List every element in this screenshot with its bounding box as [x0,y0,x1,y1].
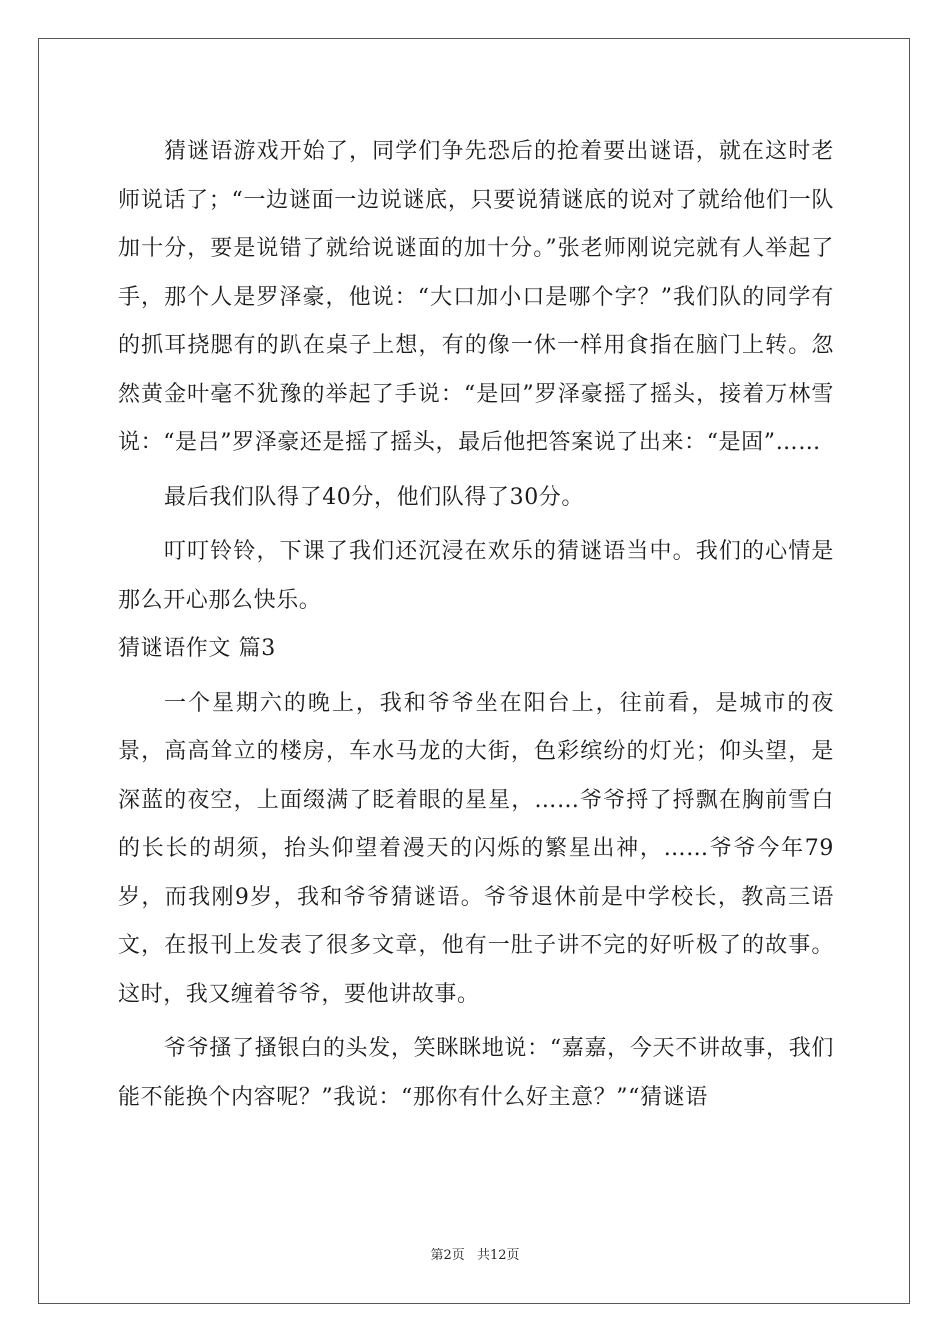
document-body [118,128,834,1122]
page-footer [0,1244,950,1263]
paragraph-5: 爷爷搔了搔银白的头发，笑眯眯地说：“嘉嘉，今天不讲故事，我们能不能换个内容呢？”我说：“那你有什么好主意？”“猜谜语 [118,1036,834,1110]
page-number: 第2页 [430,1248,465,1263]
page-total: 共12页 [476,1248,520,1263]
paragraph-3: 叮叮铃铃，下课了我们还沉浸在欢乐的猜谜语当中。我们的心情是那么开心那么快乐。 [118,539,834,613]
paragraph-4: 一个星期六的晚上，我和爷爷坐在阳台上，往前看，是城市的夜景，高高耸立的楼房，车水马龙的大街，色彩缤纷的灯光；仰头望，是深蓝的夜空，上面缀满了眨着眼的星星，……爷爷捋了捋飘在胸前雪白的长长的胡须，抬头仰望着漫天的闪烁的繁星出神，……爷爷今年79岁，而我刚9岁，我和爷爷猜谜语。爷爷退休前是中学校长，教高三语文，在报刊上发表了很多文章，他有一肚子讲不完的好听极了的故事。这时，我又缠着爷爷，要他讲故事。 [118,690,834,1007]
paragraph-2: 最后我们队得了40分，他们队得了30分。 [164,484,584,510]
paragraph-1: 猜谜语游戏开始了，同学们争先恐后的抢着要出谜语，就在这时老师说话了；“一边谜面一边说谜底，只要说猜谜底的说对了就给他们一队加十分，要是说错了就给说谜面的加十分。”张老师刚说完就有人举起了手，那个人是罗泽豪，他说：“大口加小口是哪个字？”我们队的同学有的抓耳挠腮有的趴在桌子上想，有的像一休一样用食指在脑门上转。忽然黄金叶毫不犹豫的举起了手说：“是回”罗泽豪摇了摇头，接着万林雪说：“是吕”罗泽豪还是摇了摇头，最后他把答案说了出来：“是固”…… [118,139,834,455]
section-heading: 猜谜语作文 篇3 [118,636,276,661]
